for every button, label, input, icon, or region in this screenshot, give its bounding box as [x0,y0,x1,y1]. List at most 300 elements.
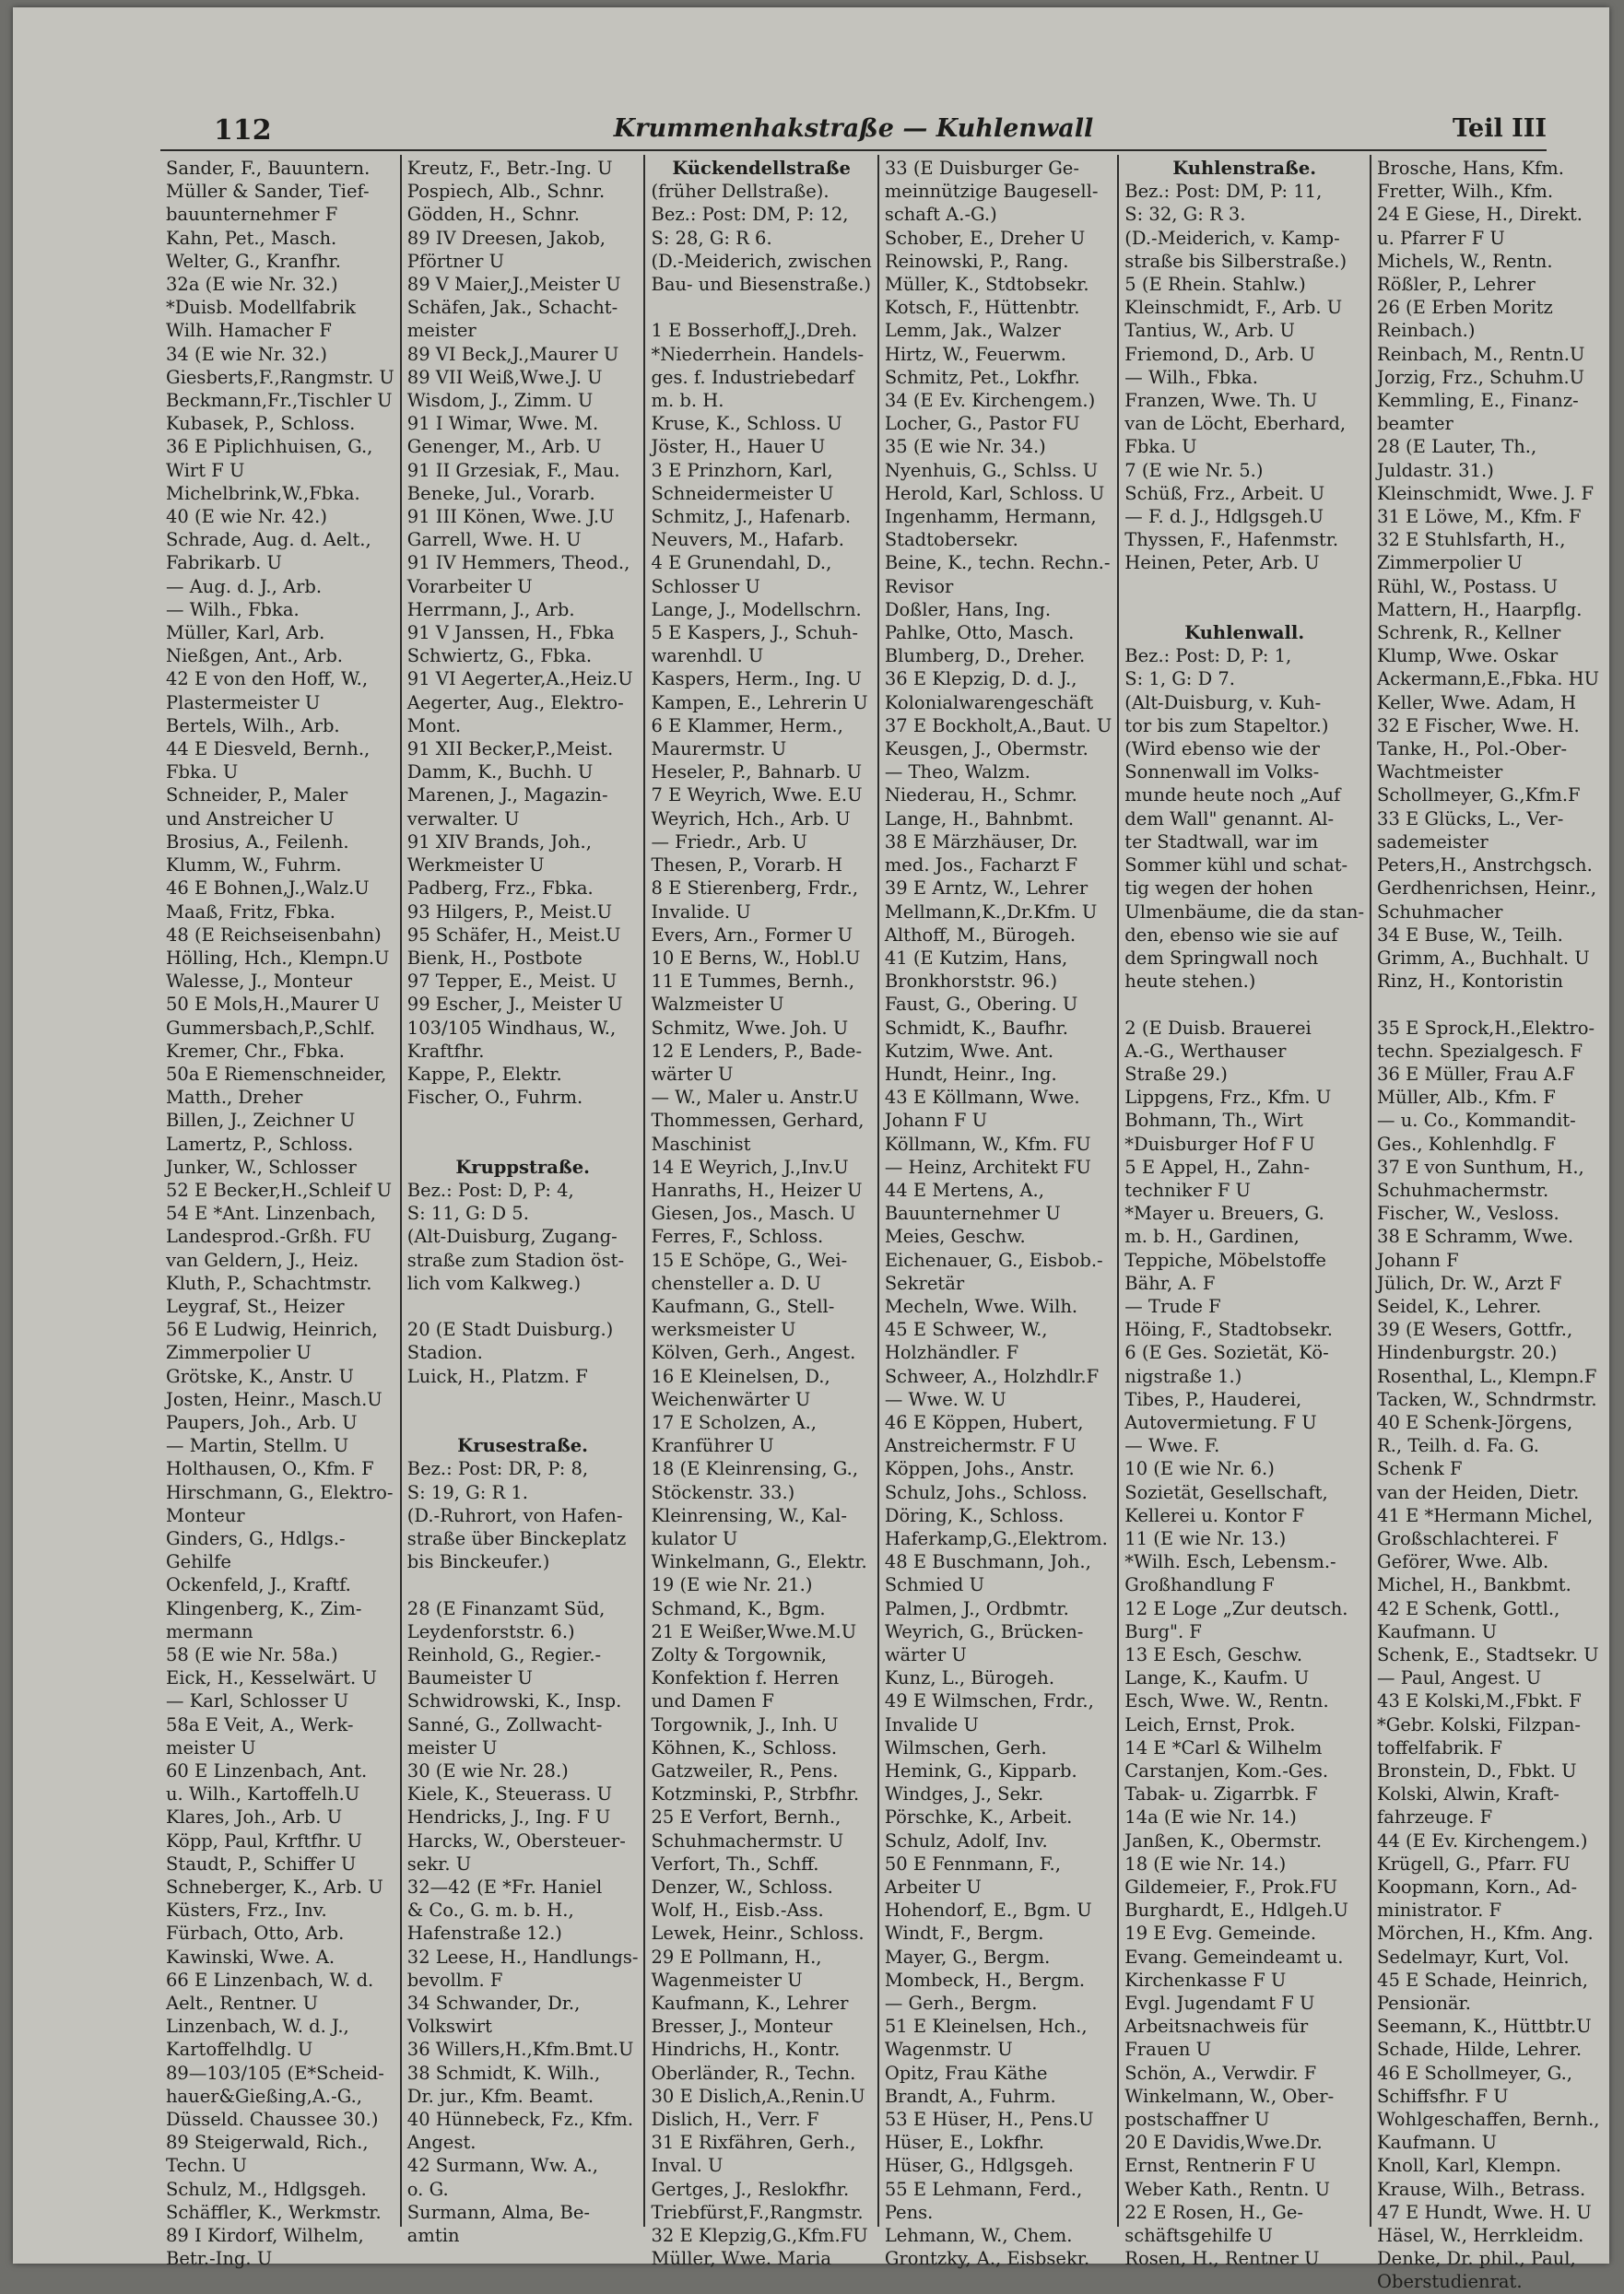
directory-entry-line: Walesse, J., Monteur [166,971,353,993]
directory-entry-line: Reinhold, G., Regier.- [406,1644,602,1665]
directory-entry-line: Wisdom, J., Zimm. U [406,390,594,412]
directory-entry-line: Weyrich, Hch., Arb. U [651,807,851,829]
directory-entry-line: — Wilh., Fbka. [166,598,300,620]
directory-entry-line: Seemann, K., Hüttbtr.U [1377,2016,1592,2038]
column-5 [1119,155,1371,2270]
directory-entry-line: 25 E Verfort, Bernh., [651,1806,841,1829]
directory-entry-line: 58 (E wie Nr. 58a.) [166,1644,338,1665]
directory-entry-line: Müller, Karl, Arb. [166,622,325,644]
directory-entry-line: — Karl, Schlosser U [166,1690,349,1712]
directory-entry-line: Lehmann, W., Chem. [884,2225,1073,2247]
directory-entry-line: 6 E Klammer, Herm., [651,714,843,736]
directory-entry-line: Lemm, Jak., Walzer [884,320,1061,342]
directory-entry-line: Kiele, K., Steuerass. U [406,1783,613,1806]
directory-entry-line: Schuhmachermstr. U [651,1829,844,1852]
directory-entry-line: Hirtz, W., Feuerwm. [884,343,1066,365]
directory-entry-line: Thommessen, Gerhard, [651,1110,865,1132]
directory-entry-line: 24 E Giese, H., Direkt. [1377,204,1583,226]
directory-entry-line: Kolonialwarengeschäft [884,691,1094,713]
directory-entry-line: Dr. jur., Kfm. Beamt. [406,2085,594,2107]
directory-entry-line: Revisor [884,575,954,597]
directory-entry-line: dem Wall" genannt. Al- [1124,807,1335,829]
directory-entry-line: Straße 29.) [1124,1063,1228,1085]
directory-entry-line: Thyssen, F., Hafenmstr. [1124,529,1339,551]
directory-entry-line: Kluth, P., Schachtmstr. [166,1272,372,1294]
directory-entry-line: 38 E Schramm, Wwe. [1377,1226,1574,1248]
directory-entry-line: Schüß, Frz., Arbeit. U [1124,482,1325,504]
directory-entry-line: van Geldern, J., Heiz. [166,1249,359,1271]
directory-entry-line: Knoll, Karl, Klempn. [1377,2155,1562,2177]
directory-entry-line: Kunz, L., Bürogeh. [884,1667,1055,1689]
directory-entry-line: ter Stadtwall, war im [1124,830,1319,853]
directory-entry-line: Schulz, Johs., Schloss. [884,1481,1088,1503]
directory-entry-line: werksmeister U [651,1319,796,1341]
blank-line [407,1109,639,1132]
directory-entry-line: 39 E Arntz, W., Lehrer [884,877,1089,900]
directory-entry-line: Mörchen, H., Kfm. Ang. [1377,1923,1594,1945]
directory-entry-line: — Wwe. F. [1124,1435,1220,1457]
directory-entry-line: Hüser, G., Hdlgsgeh. [884,2155,1074,2177]
directory-entry-line: Walzmeister U [651,994,784,1016]
directory-entry-line: Althoff, M., Bürogeh. [884,923,1077,946]
directory-entry-line: Staudt, P., Schiffer U [166,1853,357,1875]
directory-entry-line: Michel, H., Bankbmt. [1377,1574,1571,1596]
directory-entry-line: sademeister [1377,830,1489,853]
directory-entry-line: Inval. U [651,2155,724,2177]
directory-entry-line: Lange, H., Bahnbmt. [884,807,1075,829]
street-heading: Kruppstraße. [455,1156,590,1178]
directory-entry-line: Kleinschmidt, Wwe. J. F [1377,482,1595,504]
directory-entry-line: Müller, K., Stdtobsekr. [884,274,1089,296]
directory-entry-line: Weichenwärter U [651,1388,811,1410]
directory-entry-line: 48 (E Reichseisenbahn) [166,923,382,946]
directory-entry-line: Nyenhuis, G., Schlss. U [884,459,1099,481]
page-number: 112 [214,114,272,147]
directory-entry-line: 5 E Kaspers, J., Schuh- [651,622,858,644]
directory-entry-line: Zolty & Torgownik, [651,1644,827,1665]
directory-entry-line: Wirt F U [166,459,245,481]
directory-entry-line: Wolf, H., Eisb.-Ass. [651,1900,824,1922]
directory-entry-line: 91 XIV Brands, Joh., [406,830,592,853]
directory-entry-line: Schober, E., Dreher U [884,227,1086,249]
directory-entry-line: Franzen, Wwe. Th. U [1124,390,1318,412]
directory-entry-line: amtin [406,2225,460,2247]
directory-entry-line: Beine, K., techn. Rechn.- [884,552,1111,574]
directory-entry-line: Invalide. U [651,900,751,923]
directory-entry-line: Köllmann, W., Kfm. FU [884,1133,1091,1155]
directory-entry-line: munde heute noch „Auf [1124,784,1341,806]
directory-entry-line: Kaufmann, G., Stell- [651,1295,835,1317]
directory-entry-line: 40 E Schenk-Jörgens, [1377,1411,1573,1433]
directory-entry-line: Kawinski, Wwe. A. [166,1946,335,1968]
directory-entry-line: *Wilh. Esch, Lebensm.- [1124,1551,1336,1573]
directory-entry-line: Bronkhorststr. 96.) [884,971,1058,993]
blank-line [651,296,871,319]
directory-entry-line: Dislich, H., Verr. F [651,2109,819,2131]
directory-entry-line: Mellmann,K.,Dr.Kfm. U [884,900,1098,923]
directory-entry-line: Kremer, Chr., Fbka. [166,1040,345,1062]
directory-entry-line: Nießgen, Ant., Arb. [166,645,344,667]
directory-entry-line: Kahn, Pet., Masch. [166,227,337,249]
directory-entry-line: Leich, Ernst, Prok. [1124,1713,1296,1735]
directory-entry-line: Hundt, Heinr., Ing. [884,1063,1057,1085]
directory-entry-line: Esch, Wwe. W., Rentn. [1124,1690,1329,1712]
directory-entry-line: Johann F U [884,1110,988,1132]
directory-entry-line: Bresser, J., Monteur [651,2016,833,2038]
directory-entry-line: (Alt-Duisburg, Zugang- [406,1226,618,1248]
directory-entry-line: 35 E Sprock,H.,Elektro- [1377,1017,1595,1039]
directory-entry-line: Müller, Alb., Kfm. F [1377,1087,1556,1109]
directory-entry-line: 44 E Diesveld, Bernh., [166,738,371,760]
directory-entry-line: 36 E Piplichhuisen, G., [166,436,373,458]
directory-entry-line: Wachtmeister [1377,761,1503,783]
street-heading: Krusestraße. [457,1435,588,1457]
directory-entry-line: Kolski, Alwin, Kraft- [1377,1783,1559,1806]
directory-entry-line: R., Teilh. d. Fa. G. [1377,1435,1539,1457]
directory-entry-line: chensteller a. D. U [651,1272,821,1294]
directory-entry-line: Hafenstraße 12.) [406,1923,562,1945]
directory-entry-line: 52 E Becker,H.,Schleif U [166,1179,393,1201]
directory-entry-line: Koopmann, Korn., Ad- [1377,1876,1578,1899]
directory-entry-line: — Wwe. W. U [884,1388,1006,1410]
directory-entry-line: 43 E Köllmann, Wwe. [884,1087,1080,1109]
directory-entry-line: 35 (E wie Nr. 34.) [884,436,1046,458]
directory-entry-line: Schenk F [1377,1458,1463,1480]
directory-page [13,7,1609,2293]
directory-entry-line: Kranführer U [651,1435,774,1457]
directory-entry-line: Kutzim, Wwe. Ant. [884,1040,1054,1062]
directory-entry-line: 29 E Pollmann, H., [651,1946,822,1968]
directory-entry-line: Neuvers, M., Hafarb. [651,529,844,551]
directory-entry-line: Pörschke, K., Arbeit. [884,1806,1073,1829]
directory-entry-line: Herrmann, J., Arb. [406,598,575,620]
directory-entry-line: Fischer, W., Vesloss. [1377,1203,1559,1225]
directory-entry-line: 54 E *Ant. Linzenbach, [166,1203,376,1225]
directory-entry-line: Baumeister U [406,1667,533,1689]
directory-entry-line: Gatzweiler, R., Pens. [651,1760,839,1782]
directory-entry-line: 40 Hünnebeck, Fz., Kfm. [406,2109,634,2131]
directory-entry-line: Palmen, J., Ordbmtr. [884,1597,1069,1619]
directory-entry-line: Müller, Wwe. Maria [651,2248,832,2270]
directory-entry-line: Oberstudienrat. [1377,2271,1523,2293]
directory-entry-line: 91 II Grzesiak, F., Mau. [406,459,620,481]
directory-entry-line: Vorarbeiter U [406,575,533,597]
directory-entry-line: 89—103/105 (E*Scheid- [166,2062,384,2084]
directory-entry-line: Eichenauer, G., Eisbob.- [884,1249,1103,1271]
directory-entry-line: Großschlachterei. F [1377,1527,1559,1549]
directory-entry-line: 5 E Appel, H., Zahn- [1124,1156,1311,1178]
blank-line [407,1388,639,1411]
directory-entry-line: S: 19, G: R 1. [406,1481,528,1503]
directory-entry-line: Düsseld. Chaussee 30.) [166,2109,379,2131]
directory-entry-line: Höing, F., Stadtobsekr. [1124,1319,1333,1341]
directory-entry-line: 89 IV Dreesen, Jakob, [406,227,606,249]
directory-entry-line: Michelbrink,W.,Fbka. [166,482,360,504]
column-6 [1371,155,1605,2293]
directory-entry-line: 28 (E Lauter, Th., [1377,436,1537,458]
directory-entry-line: nigstraße 1.) [1124,1365,1242,1387]
directory-entry-line: Herold, Karl, Schloss. U [884,482,1105,504]
directory-entry-line: Harcks, W., Obersteuer- [406,1829,626,1852]
directory-entry-line: 11 (E wie Nr. 13.) [1124,1527,1287,1549]
directory-entry-line: Padberg, Frz., Fbka. [406,877,594,900]
directory-entry-line: Hemink, G., Kipparb. [884,1760,1077,1782]
directory-entry-line: Klares, Joh., Arb. U [166,1806,343,1829]
directory-entry-line: Johann F [1377,1249,1459,1271]
directory-entry-line: — Gerh., Bergm. [884,1993,1038,2015]
directory-entry-line: Peters,H., Anstrchgsch. [1377,854,1593,876]
directory-entry-line: — Trude F [1124,1295,1221,1317]
directory-entry-line: verwalter. U [406,807,520,829]
directory-entry-line: Kotsch, F., Hüttenbtr. [884,297,1080,319]
directory-entry-line: Schmand, K., Bgm. [651,1597,826,1619]
directory-entry-line: Josten, Heinr., Masch.U [166,1388,382,1410]
directory-entry-line: lich vom Kalkweg.) [406,1272,582,1294]
directory-entry-line: S: 32, G: R 3. [1124,204,1246,226]
directory-entry-line: Ernst, Rentnerin F U [1124,2155,1316,2177]
directory-entry-line: Friemond, D., Arb. U [1124,343,1315,365]
directory-entry-line: Schäffler, K., Werkmstr. [166,2201,382,2223]
directory-entry-line: 10 (E wie Nr. 6.) [1124,1458,1275,1480]
directory-entry-line: Niederau, H., Schmr. [884,784,1077,806]
directory-entry-line: Hirschmann, G., Elektro- [166,1481,394,1503]
directory-columns [160,155,1600,2293]
directory-entry-line: Schneider, P., Maler [166,784,348,806]
directory-entry-line: Kaspers, Herm., Ing. U [651,668,862,690]
directory-entry-line: Rosen, H., Rentner U [1124,2248,1320,2270]
directory-entry-line: — Heinz, Architekt FU [884,1156,1091,1178]
directory-entry-line: Wagenmstr. U [884,2039,1013,2061]
directory-entry-line: *Gebr. Kolski, Filzpan- [1377,1713,1581,1735]
directory-entry-line: Thesen, P., Vorarb. H [651,854,843,876]
directory-entry-line: Kemmling, E., Finanz- [1377,390,1579,412]
directory-entry-line: Schulz, Adolf, Inv. [884,1829,1048,1852]
directory-entry-line: Burg". F [1124,1620,1202,1642]
directory-entry-line: 12 E Lenders, P., Bade- [651,1040,863,1062]
directory-entry-line: — F. d. J., Hdlgsgeh.U [1124,506,1324,528]
directory-entry-line: Bez.: Post: DM, P: 11, [1124,181,1323,203]
directory-entry-line: S: 11, G: D 5. [406,1203,529,1225]
directory-entry-line: (D.-Meiderich, zwischen [651,250,872,272]
directory-entry-line: Wilh. Hamacher F [166,320,332,342]
directory-entry-line: Schmitz, Wwe. Joh. U [651,1017,849,1039]
directory-entry-line: 34 E Buse, W., Teilh. [1377,923,1563,946]
directory-entry-line: Schäfen, Jak., Schacht- [406,297,618,319]
directory-entry-line: 32 E Fischer, Wwe. H. [1377,714,1580,736]
blank-line [407,1295,639,1318]
directory-entry-line: Lamertz, P., Schloss. [166,1133,354,1155]
street-heading: Kückendellstraße [672,158,851,179]
directory-entry-line: Schrade, Aug. d. Aelt., [166,529,371,551]
directory-entry-line: 89 V Maier,J.,Meister U [406,274,621,296]
directory-entry-line: Burghardt, E., Hdlgeh.U [1124,1900,1348,1922]
directory-entry-line: Windt, F., Bergm. [884,1923,1044,1945]
directory-entry-line: Tantius, W., Arb. U [1124,320,1295,342]
directory-entry-line: Schollmeyer, G.,Kfm.F [1377,784,1581,806]
directory-entry-line: Mecheln, Wwe. Wilh. [884,1295,1078,1317]
directory-entry-line: Klingenberg, K., Zim- [166,1597,362,1619]
directory-entry-line: Tanke, H., Pol.-Ober- [1377,738,1568,760]
page-header [160,109,1547,151]
directory-entry-line: toffelfabrik. F [1377,1736,1502,1759]
directory-entry-line: Klumm, W., Fuhrm. [166,854,342,876]
directory-entry-line: 55 E Lehmann, Ferd., [884,2178,1083,2200]
directory-entry-line: Fabrikarb. U [166,552,282,574]
directory-entry-line: Bienk, H., Postbote [406,947,583,969]
directory-entry-line: van der Heiden, Dietr. [1377,1481,1580,1503]
directory-entry-line: Bez.: Post: D, P: 4, [406,1179,574,1201]
directory-entry-line: 50 E Fennmann, F., [884,1853,1061,1875]
blank-line [407,1411,639,1434]
directory-entry-line: *Duisb. Modellfabrik [166,297,356,319]
directory-entry-line: Rößler, P., Lehrer [1377,274,1536,296]
directory-entry-line: Gerdhenrichsen, Heinr., [1377,877,1597,900]
directory-entry-line: bevollm. F [406,1969,503,1991]
directory-entry-line: 45 E Schweer, W., [884,1319,1048,1341]
directory-entry-line: Häsel, W., Herrkleidm. [1377,2225,1584,2247]
directory-entry-line: Zimmerpolier U [1377,552,1523,574]
directory-entry-line: 5 (E Rhein. Stahlw.) [1124,274,1306,296]
directory-entry-line: 6 (E Ges. Sozietät, Kö- [1124,1342,1329,1364]
directory-entry-line: sekr. U [406,1853,472,1875]
directory-entry-line: Plastermeister U [166,691,321,713]
directory-entry-line: Kampen, E., Lehrerin U [651,691,868,713]
directory-entry-line: Lippgens, Frz., Kfm. U [1124,1087,1332,1109]
directory-entry-line: 28 (E Finanzamt Süd, [406,1597,606,1619]
directory-entry-line: Beckmann,Fr.,Tischler U [166,390,393,412]
directory-entry-line: 16 E Kleinelsen, D., [651,1365,830,1387]
directory-entry-line: 46 E Schollmeyer, G., [1377,2062,1572,2084]
directory-entry-line: Linzenbach, W. d. J., [166,2016,349,2038]
directory-entry-line: 99 Escher, J., Meister U [406,994,623,1016]
directory-entry-line: m. b. H. [651,390,724,412]
directory-entry-line: Holthausen, O., Kfm. F [166,1458,374,1480]
directory-entry-line: Schwiertz, G., Fbka. [406,645,593,667]
directory-entry-line: 48 E Buschmann, Joh., [884,1551,1091,1573]
directory-entry-line: Evers, Arn., Former U [651,923,853,946]
directory-entry-line: Bronstein, D., Fbkt. U [1377,1760,1577,1782]
directory-entry-line: 58a E Veit, A., Werk- [166,1713,354,1735]
directory-entry-line: Fbka. U [1124,436,1197,458]
directory-entry-line: Zimmerpolier U [166,1342,312,1364]
directory-entry-line: 30 (E wie Nr. 28.) [406,1760,569,1782]
directory-entry-line: 60 E Linzenbach, Ant. [166,1760,368,1782]
directory-entry-line: Pensionär. [1377,1993,1471,2015]
directory-entry-line: Torgownik, J., Inh. U [651,1713,839,1735]
directory-entry-line: 47 E Hundt, Wwe. H. U [1377,2201,1592,2223]
directory-entry-line: Tibes, P., Hauderei, [1124,1388,1302,1410]
directory-entry-line: 31 E Löwe, M., Kfm. F [1377,506,1582,528]
directory-entry-line: Weyrich, G., Brücken- [884,1620,1084,1642]
directory-entry-line: Bähr, A. F [1124,1272,1216,1294]
blank-line [1124,993,1364,1016]
directory-entry-line: 50 E Mols,H.,Maurer U [166,994,380,1016]
directory-entry-line: 37 E Bockholt,A.,Baut. U [884,714,1112,736]
directory-entry-line: — Aug. d. J., Arb. [166,575,323,597]
directory-entry-line: Sander, F., Bauuntern. [166,158,371,179]
directory-entry-line: Genenger, M., Arb. U [406,436,602,458]
directory-entry-line: Oberländer, R., Techn. [651,2062,856,2084]
directory-entry-line: 103/105 Windhaus, W., [406,1017,617,1039]
directory-entry-line: und Anstreicher U [166,807,335,829]
directory-entry-line: Grimm, A., Buchhalt. U [1377,947,1590,969]
directory-entry-line: 42 Surmann, Ww. A., [406,2155,598,2177]
directory-entry-line: 26 (E Erben Moritz [1377,297,1553,319]
column-1 [160,155,402,2270]
directory-entry-line: Wohlgeschaffen, Bernh., [1377,2109,1600,2131]
directory-entry-line: Faust, G., Obering. U [884,994,1078,1016]
directory-entry-line: Aelt., Rentner. U [166,1993,319,2015]
directory-entry-line: 3 E Prinzhorn, Karl, [651,459,833,481]
directory-entry-line: *Duisburger Hof F U [1124,1133,1315,1155]
directory-entry-line: Kaufmann. U [1377,2132,1498,2154]
directory-entry-line: 44 E Mertens, A., [884,1179,1044,1201]
column-2 [402,155,646,2247]
directory-entry-line: 91 IV Hemmers, Theod., [406,552,630,574]
directory-entry-line: Schmidt, K., Baufhr. [884,1017,1068,1039]
directory-entry-line: Holzhändler. F [884,1342,1019,1364]
blank-line [1124,575,1364,598]
directory-entry-line: hauer&Gießing,A.-G., [166,2085,362,2107]
directory-entry-line: 97 Tepper, E., Meist. U [406,971,618,993]
directory-entry-line: Brosius, A., Feilenh. [166,830,349,853]
directory-entry-line: tor bis zum Stapeltor.) [1124,714,1329,736]
directory-entry-line: Arbeiter U [884,1876,982,1899]
directory-entry-line: Hohendorf, E., Bgm. U [884,1900,1092,1922]
directory-entry-line: 15 E Schöpe, G., Wei- [651,1249,848,1271]
directory-entry-line: Müller & Sander, Tief- [166,181,370,203]
directory-entry-line: Lange, K., Kaufm. U [1124,1667,1310,1689]
directory-entry-line: Michels, W., Rentn. [1377,250,1553,272]
directory-entry-line: — Paul, Angest. U [1377,1667,1542,1689]
directory-entry-line: Brosche, Hans, Kfm. [1377,158,1564,179]
directory-entry-line: Kellerei u. Kontor F [1124,1504,1305,1526]
column-4 [879,155,1119,2270]
column-3 [645,155,878,2270]
directory-entry-line: 7 (E wie Nr. 5.) [1124,459,1264,481]
directory-entry-line: Hindenburgstr. 20.) [1377,1342,1558,1364]
directory-entry-line: Stadion. [406,1342,483,1364]
directory-entry-line: Teppiche, Möbelstoffe [1124,1249,1326,1271]
directory-entry-line: S: 28, G: R 6. [651,227,772,249]
directory-entry-line: 44 (E Ev. Kirchengem.) [1377,1829,1588,1852]
directory-entry-line: 91 I Wimar, Wwe. M. [406,413,599,435]
directory-entry-line: Gummersbach,P.,Schlf. [166,1017,376,1039]
directory-entry-line: 45 E Schade, Heinrich, [1377,1969,1588,1991]
directory-entry-line: 8 E Stierenberg, Frdr., [651,877,859,900]
directory-entry-line: 34 (E Ev. Kirchengem.) [884,390,1096,412]
directory-entry-line: 38 E Märzhäuser, Dr. [884,830,1078,853]
directory-entry-line: 32a (E wie Nr. 32.) [166,274,338,296]
directory-entry-line: 14 E *Carl & Wilhelm [1124,1736,1323,1759]
directory-entry-line: Garrell, Wwe. H. U [406,529,582,551]
directory-entry-line: Damm, K., Buchh. U [406,761,594,783]
running-title: Krummenhakstraße — Kuhlenwall [613,114,1094,143]
directory-entry-line: Matth., Dreher [166,1087,303,1109]
directory-entry-line: 20 (E Stadt Duisburg.) [406,1319,614,1341]
directory-entry-line: straße zum Stadion öst- [406,1249,625,1271]
directory-entry-line: (D.-Meiderich, v. Kamp- [1124,227,1340,249]
directory-entry-line: Schneberger, K., Arb. U [166,1876,383,1899]
directory-entry-line: Angest. [406,2132,477,2154]
directory-entry-line: Doßler, Hans, Ing. [884,598,1052,620]
directory-entry-line: Ges., Kohlenhdlg. F [1377,1133,1557,1155]
directory-entry-line: — Wilh., Fbka. [1124,366,1258,388]
directory-entry-line: Jorzig, Frz., Schuhm.U [1377,366,1585,388]
directory-entry-line: Mattern, H., Haarpflg. [1377,598,1583,620]
directory-entry-line: 13 E Esch, Geschw. [1124,1644,1303,1665]
directory-entry-line: Gildemeier, F., Prok.FU [1124,1876,1338,1899]
